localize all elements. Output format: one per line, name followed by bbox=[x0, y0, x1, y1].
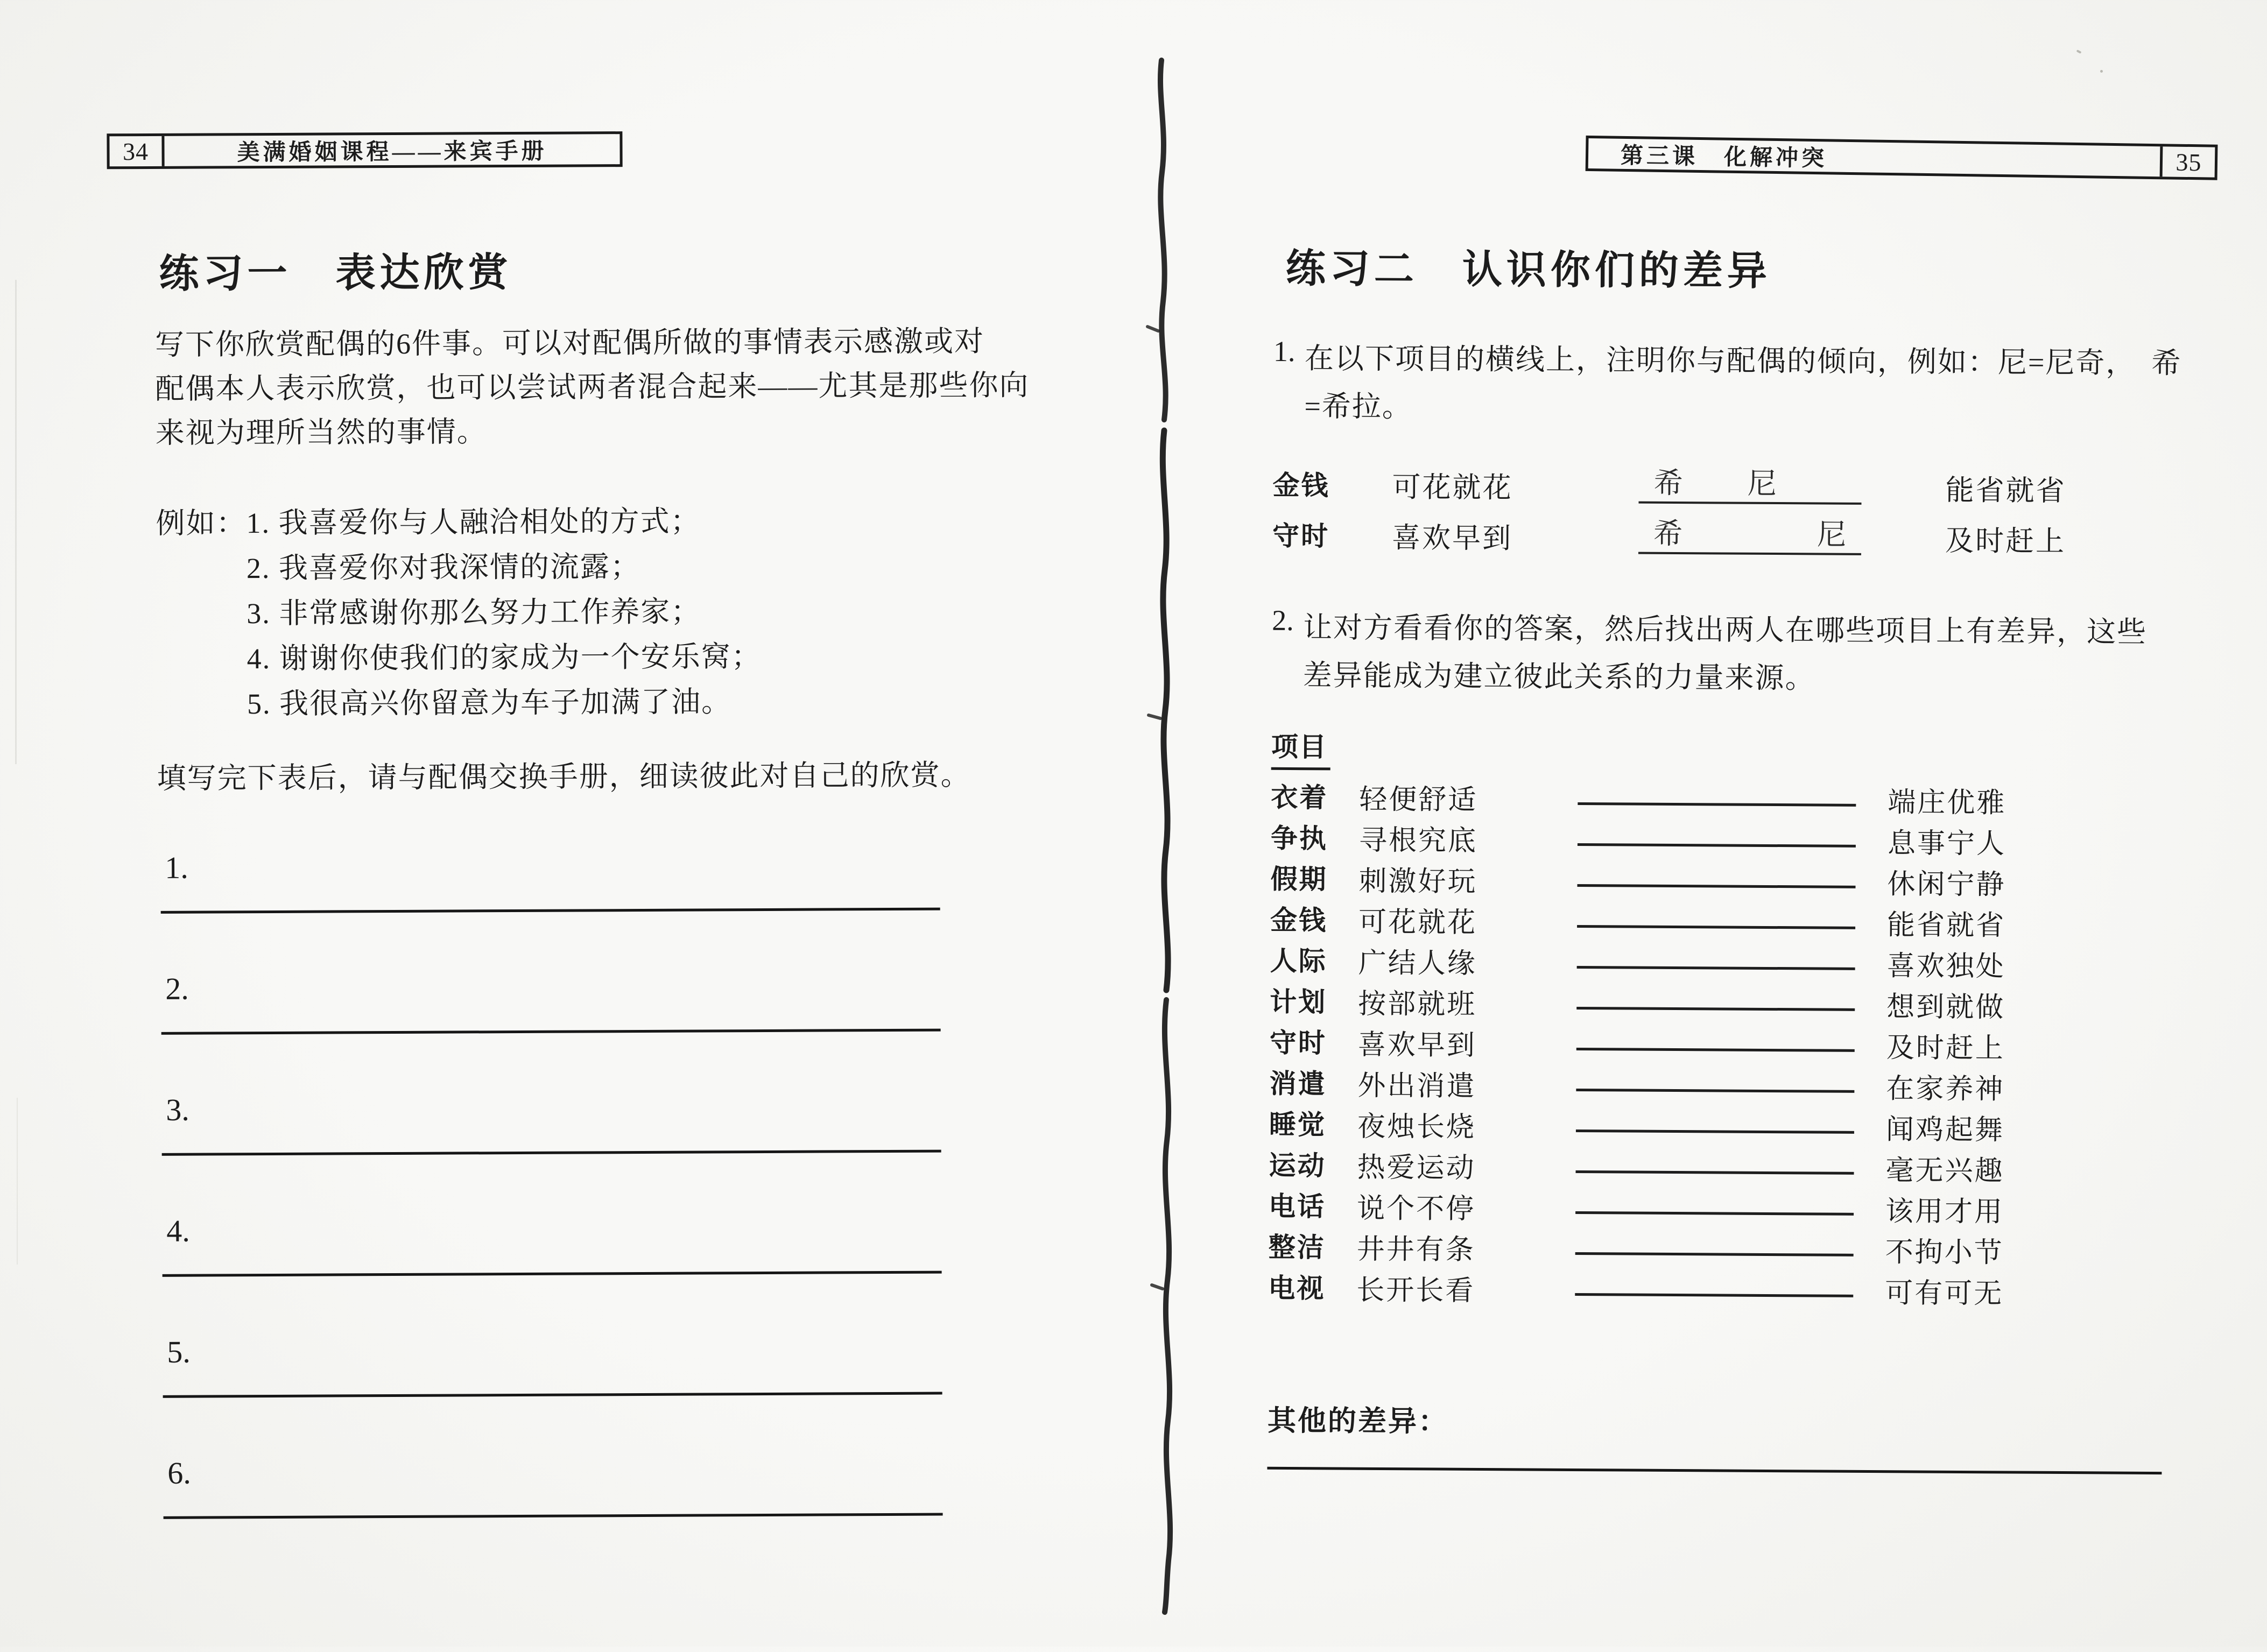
items-column-header: 项目 bbox=[1271, 725, 1330, 771]
row-right-phrase: 息事宁人 bbox=[1887, 828, 2006, 860]
intro-line: 写下你欣赏配偶的6件事。可以对配偶所做的事情表示感激或对 bbox=[154, 325, 985, 361]
item-row bbox=[1268, 1267, 2183, 1312]
row-category-label: 金钱 bbox=[1272, 470, 1330, 501]
item-2-lines bbox=[1303, 604, 2147, 704]
blank-number: 6. bbox=[167, 1455, 191, 1491]
row-left-phrase: 可花就花 bbox=[1358, 907, 1477, 938]
instruction-item-1 bbox=[1273, 335, 2181, 435]
item-1-number: 1. bbox=[1273, 335, 1296, 368]
item-2-number: 2. bbox=[1272, 604, 1294, 637]
item-row bbox=[1269, 1103, 2184, 1149]
item-row bbox=[1271, 776, 2186, 822]
scan-edge-artifact bbox=[15, 280, 17, 764]
right-header-bar bbox=[1586, 136, 2218, 180]
row-category-label: 计划 bbox=[1270, 986, 1327, 1018]
row-left-phrase: 外出消遣 bbox=[1357, 1070, 1476, 1102]
blank-number: 4. bbox=[166, 1213, 190, 1248]
row-category-label: 运动 bbox=[1269, 1150, 1326, 1181]
row-right-phrase: 闻鸡起舞 bbox=[1885, 1114, 2005, 1146]
row-left-phrase: 夜烛长烧 bbox=[1357, 1111, 1476, 1143]
row-category-label: 假期 bbox=[1270, 864, 1328, 895]
item-row bbox=[1269, 1185, 2184, 1231]
item-1-line: 在以下项目的横线上，注明你与配偶的倾向，例如：尼=尼奇， 希 bbox=[1304, 342, 2182, 380]
right-page-number: 35 bbox=[2160, 146, 2215, 177]
row-left-phrase: 寻根究底 bbox=[1358, 825, 1478, 857]
item-2-line: 让对方看看你的答案，然后找出两人在哪些项目上有差异，这些 bbox=[1303, 611, 2148, 648]
tendency-example-row bbox=[1272, 512, 2187, 568]
row-right-phrase: 喜欢独处 bbox=[1886, 951, 2005, 983]
item-row bbox=[1271, 817, 2186, 863]
items-table bbox=[1268, 776, 2186, 1312]
row-right-phrase: 毫无兴趣 bbox=[1885, 1155, 2004, 1187]
scan-speck bbox=[2100, 70, 2103, 73]
exercise-two-title: 练习二 认识你们的差异 bbox=[1285, 245, 1772, 293]
item-row bbox=[1270, 940, 2185, 985]
tendency-example-row bbox=[1272, 462, 2187, 517]
answer-line[interactable] bbox=[1576, 1089, 1854, 1093]
example-item: 1. 我喜爱你与人融洽相处的方式； bbox=[246, 505, 701, 540]
item-row bbox=[1270, 858, 2185, 903]
example-item: 5. 我很高兴你留意为车子加满了油。 bbox=[247, 686, 732, 721]
right-header-title: 第三课 化解冲突 bbox=[1620, 143, 1828, 172]
row-left-phrase: 喜欢早到 bbox=[1357, 1029, 1477, 1061]
item-2-line: 差异能成为建立彼此关系的力量来源。 bbox=[1303, 659, 1815, 695]
row-category-label: 消遣 bbox=[1269, 1068, 1327, 1099]
answer-line[interactable] bbox=[1577, 884, 1855, 888]
row-category-label: 人际 bbox=[1270, 945, 1327, 977]
answer-line[interactable] bbox=[1578, 843, 1856, 848]
row-right-phrase: 及时赶上 bbox=[1886, 1033, 2005, 1064]
other-differences-label: 其他的差异： bbox=[1267, 1405, 1449, 1438]
example-item: 3. 非常感谢你那么努力工作养家； bbox=[247, 595, 701, 630]
row-category-label: 守时 bbox=[1272, 520, 1330, 552]
answer-line[interactable] bbox=[1575, 1252, 1854, 1256]
answer-line[interactable] bbox=[1638, 517, 1861, 555]
row-right-phrase: 不拘小节 bbox=[1885, 1237, 2004, 1269]
scan-edge-artifact bbox=[17, 1098, 18, 1265]
row-left-phrase: 喜欢早到 bbox=[1391, 523, 1513, 555]
row-category-label: 睡觉 bbox=[1269, 1109, 1327, 1140]
answer-line[interactable] bbox=[1576, 1007, 1855, 1011]
blank-number: 2. bbox=[165, 971, 189, 1006]
row-right-phrase: 能省就省 bbox=[1886, 910, 2006, 942]
handwritten-answer: 尼 bbox=[1817, 518, 1847, 551]
item-row bbox=[1269, 1226, 2184, 1272]
item-row bbox=[1270, 899, 2185, 944]
row-left-phrase: 轻便舒适 bbox=[1359, 784, 1478, 816]
example-label: 例如： bbox=[156, 507, 247, 540]
intro-line: 配偶本人表示欣赏，也可以尝试两者混合起来——尤其是那些你向 bbox=[155, 369, 1030, 405]
item-row bbox=[1269, 1144, 2184, 1190]
item-row bbox=[1270, 980, 2185, 1026]
answer-line[interactable] bbox=[1575, 1293, 1853, 1297]
left-header-title: 美满婚姻课程——来宾手册 bbox=[237, 139, 547, 166]
row-category-label: 争执 bbox=[1270, 823, 1328, 854]
row-right-phrase: 想到就做 bbox=[1886, 992, 2005, 1023]
example-item: 4. 谢谢你使我们的家成为一个安乐窝； bbox=[247, 640, 762, 675]
row-category-label: 衣着 bbox=[1271, 782, 1328, 813]
row-right-phrase: 该用才用 bbox=[1885, 1196, 2004, 1228]
instruction-text: 填写完下表后，请与配偶交换手册，细读彼此对自己的欣赏。 bbox=[157, 759, 971, 795]
answer-line[interactable] bbox=[1576, 1048, 1855, 1052]
row-left-phrase: 井井有条 bbox=[1356, 1234, 1475, 1266]
row-right-phrase: 可有可无 bbox=[1885, 1278, 2004, 1310]
row-right-phrase: 在家养神 bbox=[1886, 1074, 2005, 1105]
row-left-phrase: 可花就花 bbox=[1392, 472, 1513, 504]
row-left-phrase: 刺激好玩 bbox=[1358, 866, 1477, 898]
item-1-lines bbox=[1304, 335, 2181, 435]
answer-line[interactable] bbox=[1576, 1170, 1854, 1175]
row-category-label: 守时 bbox=[1269, 1027, 1327, 1058]
row-left-phrase: 长开长看 bbox=[1356, 1275, 1475, 1307]
answer-line[interactable] bbox=[1578, 802, 1856, 807]
tendency-example-rows bbox=[1272, 462, 2188, 568]
answer-line[interactable] bbox=[1576, 1129, 1854, 1134]
handwritten-answer: 希 bbox=[1653, 467, 1683, 500]
handwritten-answer: 希 bbox=[1653, 517, 1683, 550]
row-left-phrase: 说个不停 bbox=[1356, 1193, 1476, 1225]
row-right-phrase: 及时赶上 bbox=[1945, 525, 2066, 558]
row-left-phrase: 按部就班 bbox=[1358, 989, 1477, 1020]
other-differences-line[interactable] bbox=[1267, 1467, 2162, 1474]
row-category-label: 电视 bbox=[1268, 1273, 1326, 1304]
item-1-line: =希拉。 bbox=[1304, 390, 1413, 423]
item-row bbox=[1269, 1062, 2184, 1108]
row-right-phrase: 休闲宁静 bbox=[1887, 869, 2006, 901]
row-left-phrase: 热爱运动 bbox=[1357, 1152, 1476, 1184]
intro-line: 来视为理所当然的事情。 bbox=[155, 415, 487, 449]
row-right-phrase: 端庄优雅 bbox=[1888, 787, 2006, 819]
row-category-label: 整洁 bbox=[1268, 1232, 1326, 1263]
handwritten-answer: 尼 bbox=[1747, 467, 1777, 500]
example-item: 2. 我喜爱你对我深情的流露； bbox=[246, 550, 641, 585]
answer-line[interactable] bbox=[1638, 467, 1861, 505]
item-row bbox=[1270, 1021, 2185, 1067]
instruction-item-2 bbox=[1271, 604, 2147, 704]
left-page-number: 34 bbox=[109, 136, 164, 166]
answer-line[interactable] bbox=[1575, 1211, 1854, 1216]
row-category-label: 金钱 bbox=[1270, 905, 1328, 936]
answer-line[interactable] bbox=[1577, 966, 1855, 970]
row-left-phrase: 广结人缘 bbox=[1358, 948, 1477, 979]
blank-number: 1. bbox=[165, 850, 188, 885]
answer-line[interactable] bbox=[1577, 925, 1855, 929]
row-right-phrase: 能省就省 bbox=[1945, 475, 2066, 507]
row-category-label: 电话 bbox=[1268, 1191, 1326, 1222]
blank-number: 3. bbox=[166, 1092, 189, 1127]
blank-number: 5. bbox=[167, 1334, 191, 1369]
exercise-one-title: 练习一 表达欣赏 bbox=[159, 250, 512, 296]
